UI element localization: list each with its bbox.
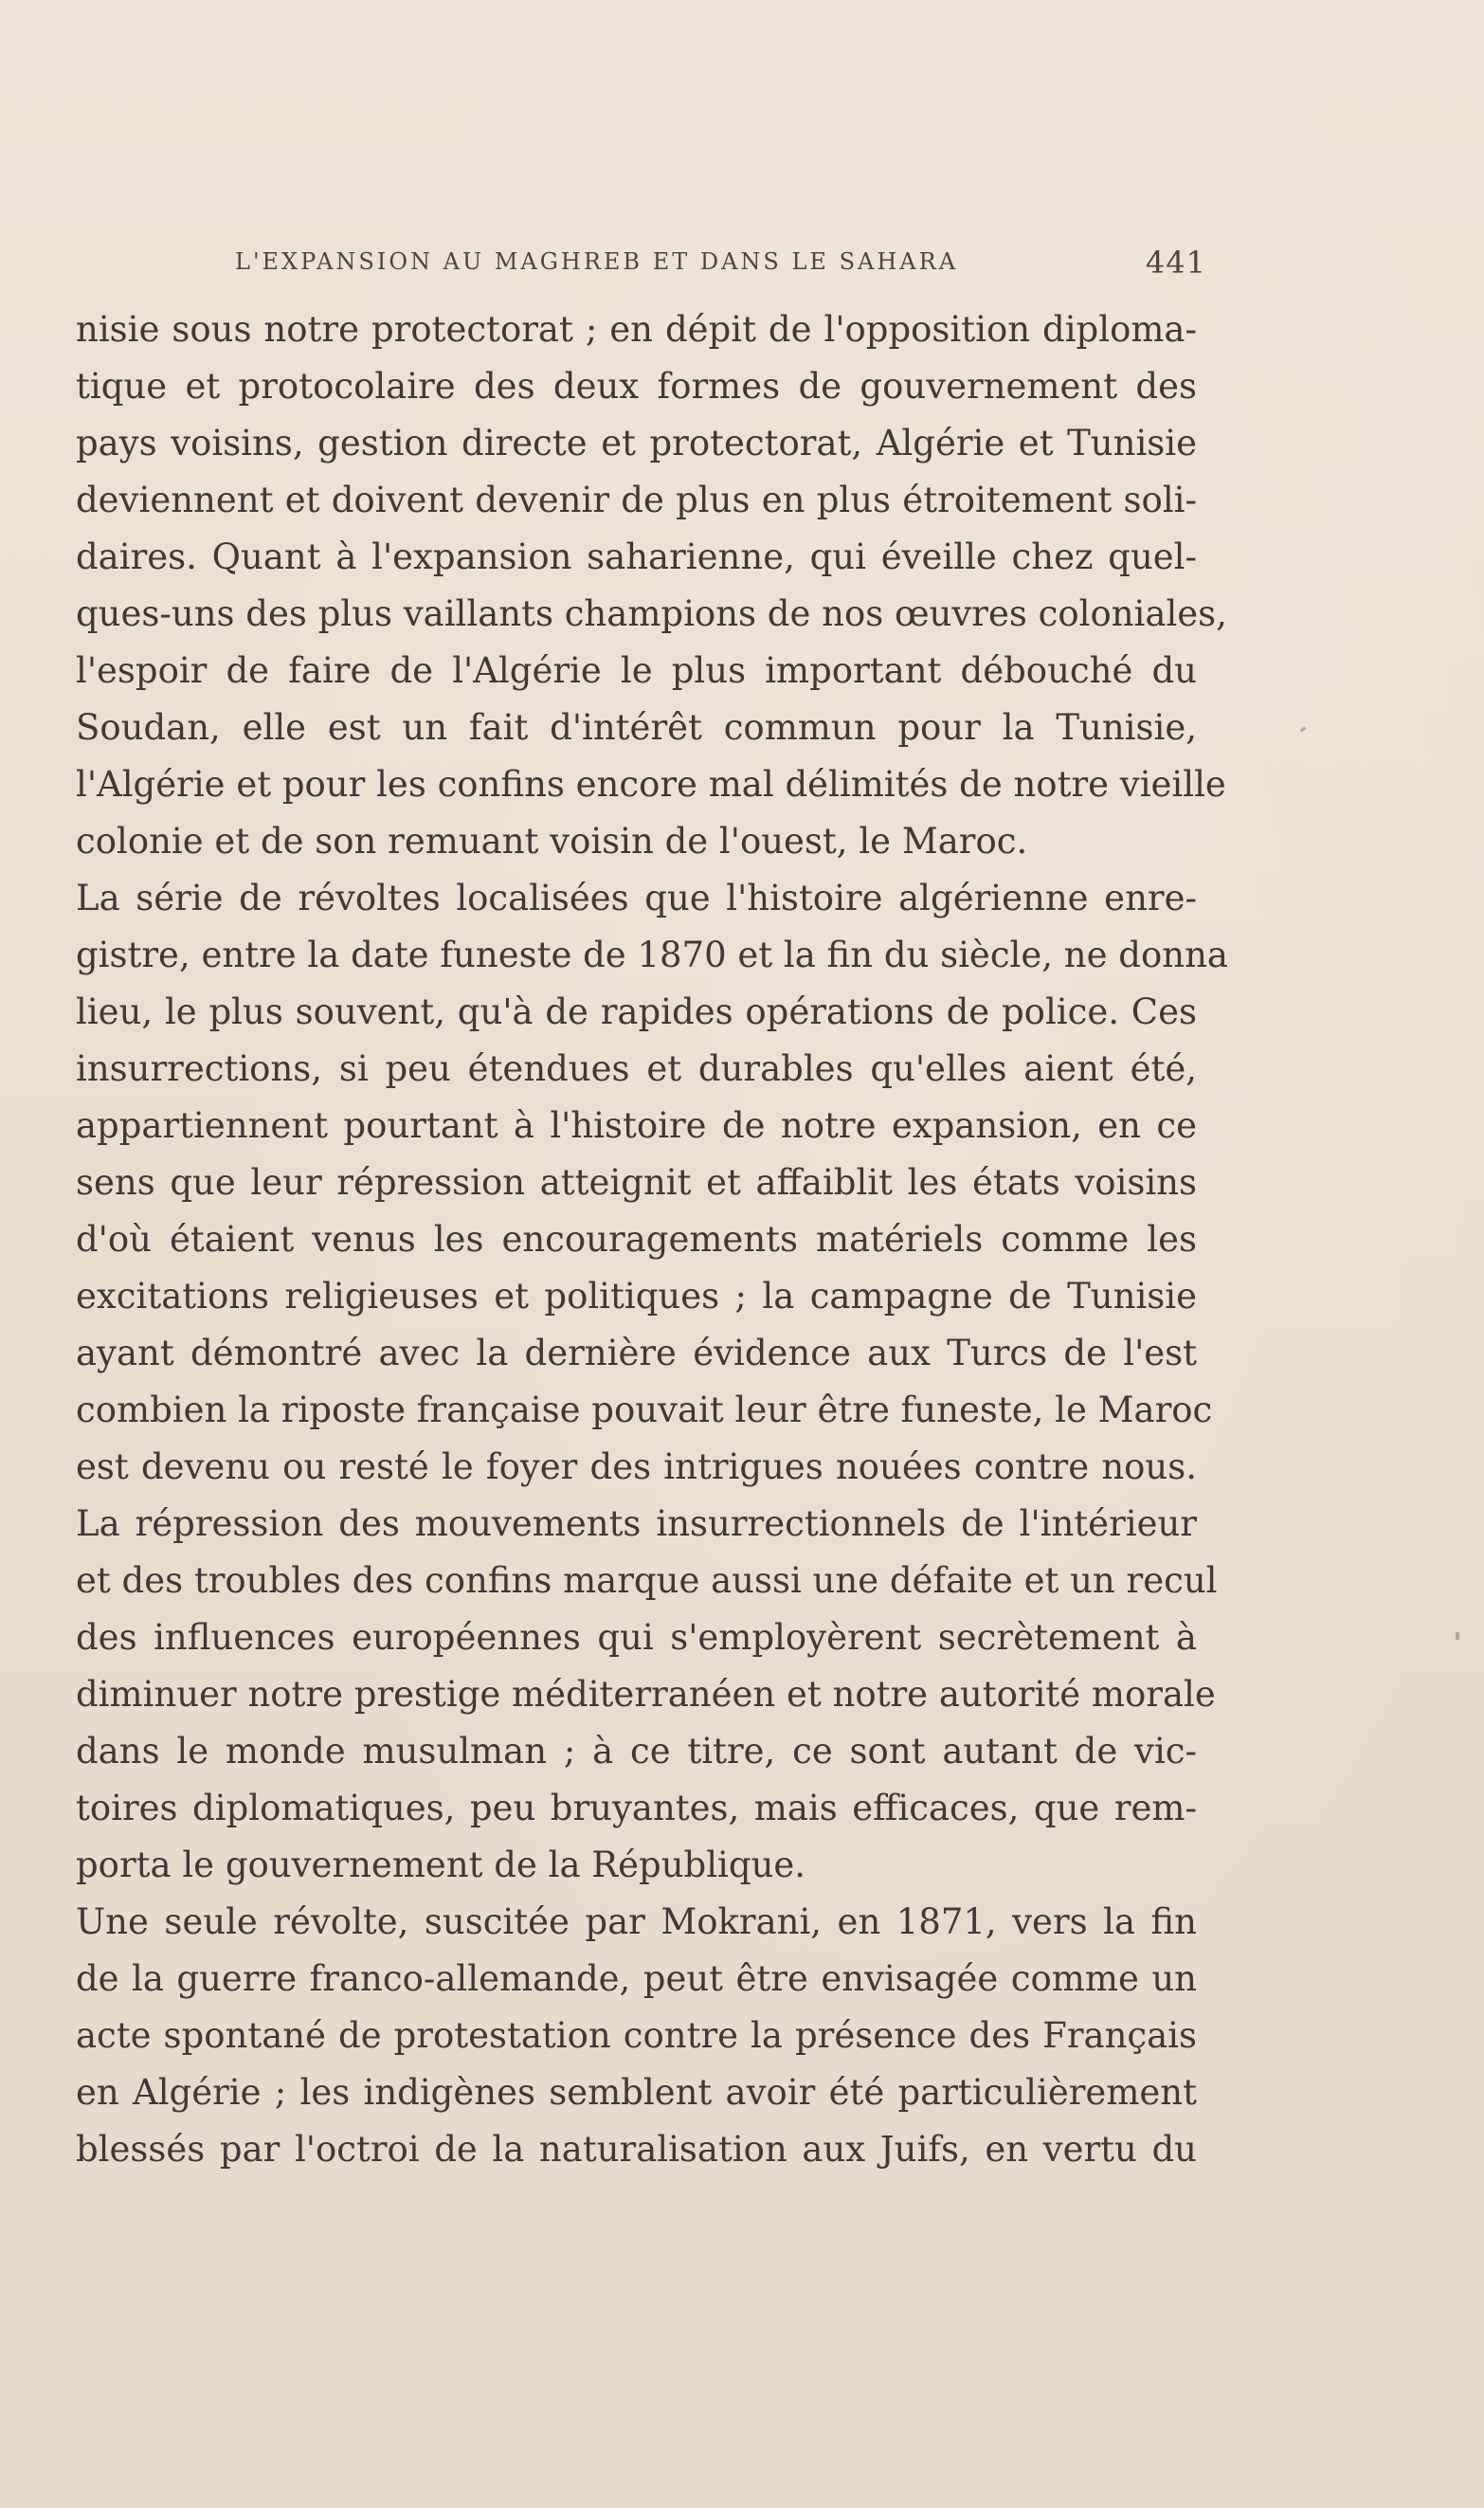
page-number: 441	[1145, 245, 1206, 281]
text-line: diminuer notre prestige méditerranéen et notre autorité morale	[76, 1674, 1216, 1715]
text-line: daires. Quant à l'expansion saharienne, qui éveille chez quel-	[76, 536, 1197, 577]
text-line: combien la riposte française pouvait leur être funeste, le Maroc	[76, 1390, 1213, 1430]
text-line: nisie sous notre protectorat ; en dépit de l'opposition diploma-	[76, 309, 1197, 350]
running-head	[235, 245, 1206, 286]
paper-speck	[1300, 726, 1307, 732]
text-line: acte spontané de protestation contre la présence des Français	[76, 2015, 1197, 2056]
text-line: Une seule révolte, suscitée par Mokrani, en 1871, vers la fin	[76, 1901, 1197, 1942]
text-line: appartiennent pourtant à l'histoire de notre expansion, en ce	[76, 1105, 1197, 1146]
text-line: l'espoir de faire de l'Algérie le plus important débouché du	[76, 650, 1197, 691]
text-line: pays voisins, gestion directe et protectorat, Algérie et Tunisie	[76, 423, 1197, 463]
text-line: ayant démontré avec la dernière évidence aux Turcs de l'est	[76, 1333, 1197, 1373]
text-line: est devenu ou resté le foyer des intrigues nouées contre nous.	[76, 1446, 1197, 1487]
text-line: dans le monde musulman ; à ce titre, ce sont autant de vic-	[76, 1731, 1197, 1772]
text-line: lieu, le plus souvent, qu'à de rapides opérations de police. Ces	[76, 991, 1197, 1032]
text-line: insurrections, si peu étendues et durables qu'elles aient été,	[76, 1048, 1197, 1089]
text-line: porta le gouvernement de la République.	[76, 1845, 806, 1885]
text-line: La répression des mouvements insurrectionnels de l'intérieur	[76, 1503, 1197, 1544]
text-line: deviennent et doivent devenir de plus en plus étroitement soli-	[76, 480, 1197, 520]
text-line: excitations religieuses et politiques ; la campagne de Tunisie	[76, 1276, 1197, 1317]
running-title: L'EXPANSION AU MAGHREB ET DANS LE SAHARA	[235, 248, 959, 275]
text-line: en Algérie ; les indigènes semblent avoir été particulièrement	[76, 2072, 1197, 2113]
text-line: de la guerre franco-allemande, peut être envisagée comme un	[76, 1958, 1197, 1999]
text-line: Soudan, elle est un fait d'intérêt commun pour la Tunisie,	[76, 707, 1197, 748]
text-line: toires diplomatiques, peu bruyantes, mais efficaces, que rem-	[76, 1788, 1197, 1828]
text-line: l'Algérie et pour les confins encore mal délimités de notre vieille	[76, 764, 1226, 805]
text-line: ques-uns des plus vaillants champions de nos œuvres coloniales,	[76, 593, 1227, 634]
text-line: colonie et de son remuant voisin de l'ouest, le Maroc.	[76, 821, 1028, 862]
text-line: La série de révoltes localisées que l'histoire algérienne enre-	[76, 878, 1197, 918]
text-line: gistre, entre la date funeste de 1870 et la fin du siècle, ne donna	[76, 935, 1228, 975]
text-line: tique et protocolaire des deux formes de gouvernement des	[76, 366, 1197, 407]
text-line: des influences européennes qui s'employèrent secrètement à	[76, 1617, 1197, 1658]
paper-speck	[1456, 1632, 1459, 1640]
text-line: d'où étaient venus les encouragements matériels comme les	[76, 1219, 1197, 1260]
text-line: blessés par l'octroi de la naturalisation aux Juifs, en vertu du	[76, 2129, 1197, 2170]
text-line: et des troubles des confins marque aussi une défaite et un recul	[76, 1560, 1218, 1601]
text-line: sens que leur répression atteignit et affaiblit les états voisins	[76, 1162, 1197, 1203]
